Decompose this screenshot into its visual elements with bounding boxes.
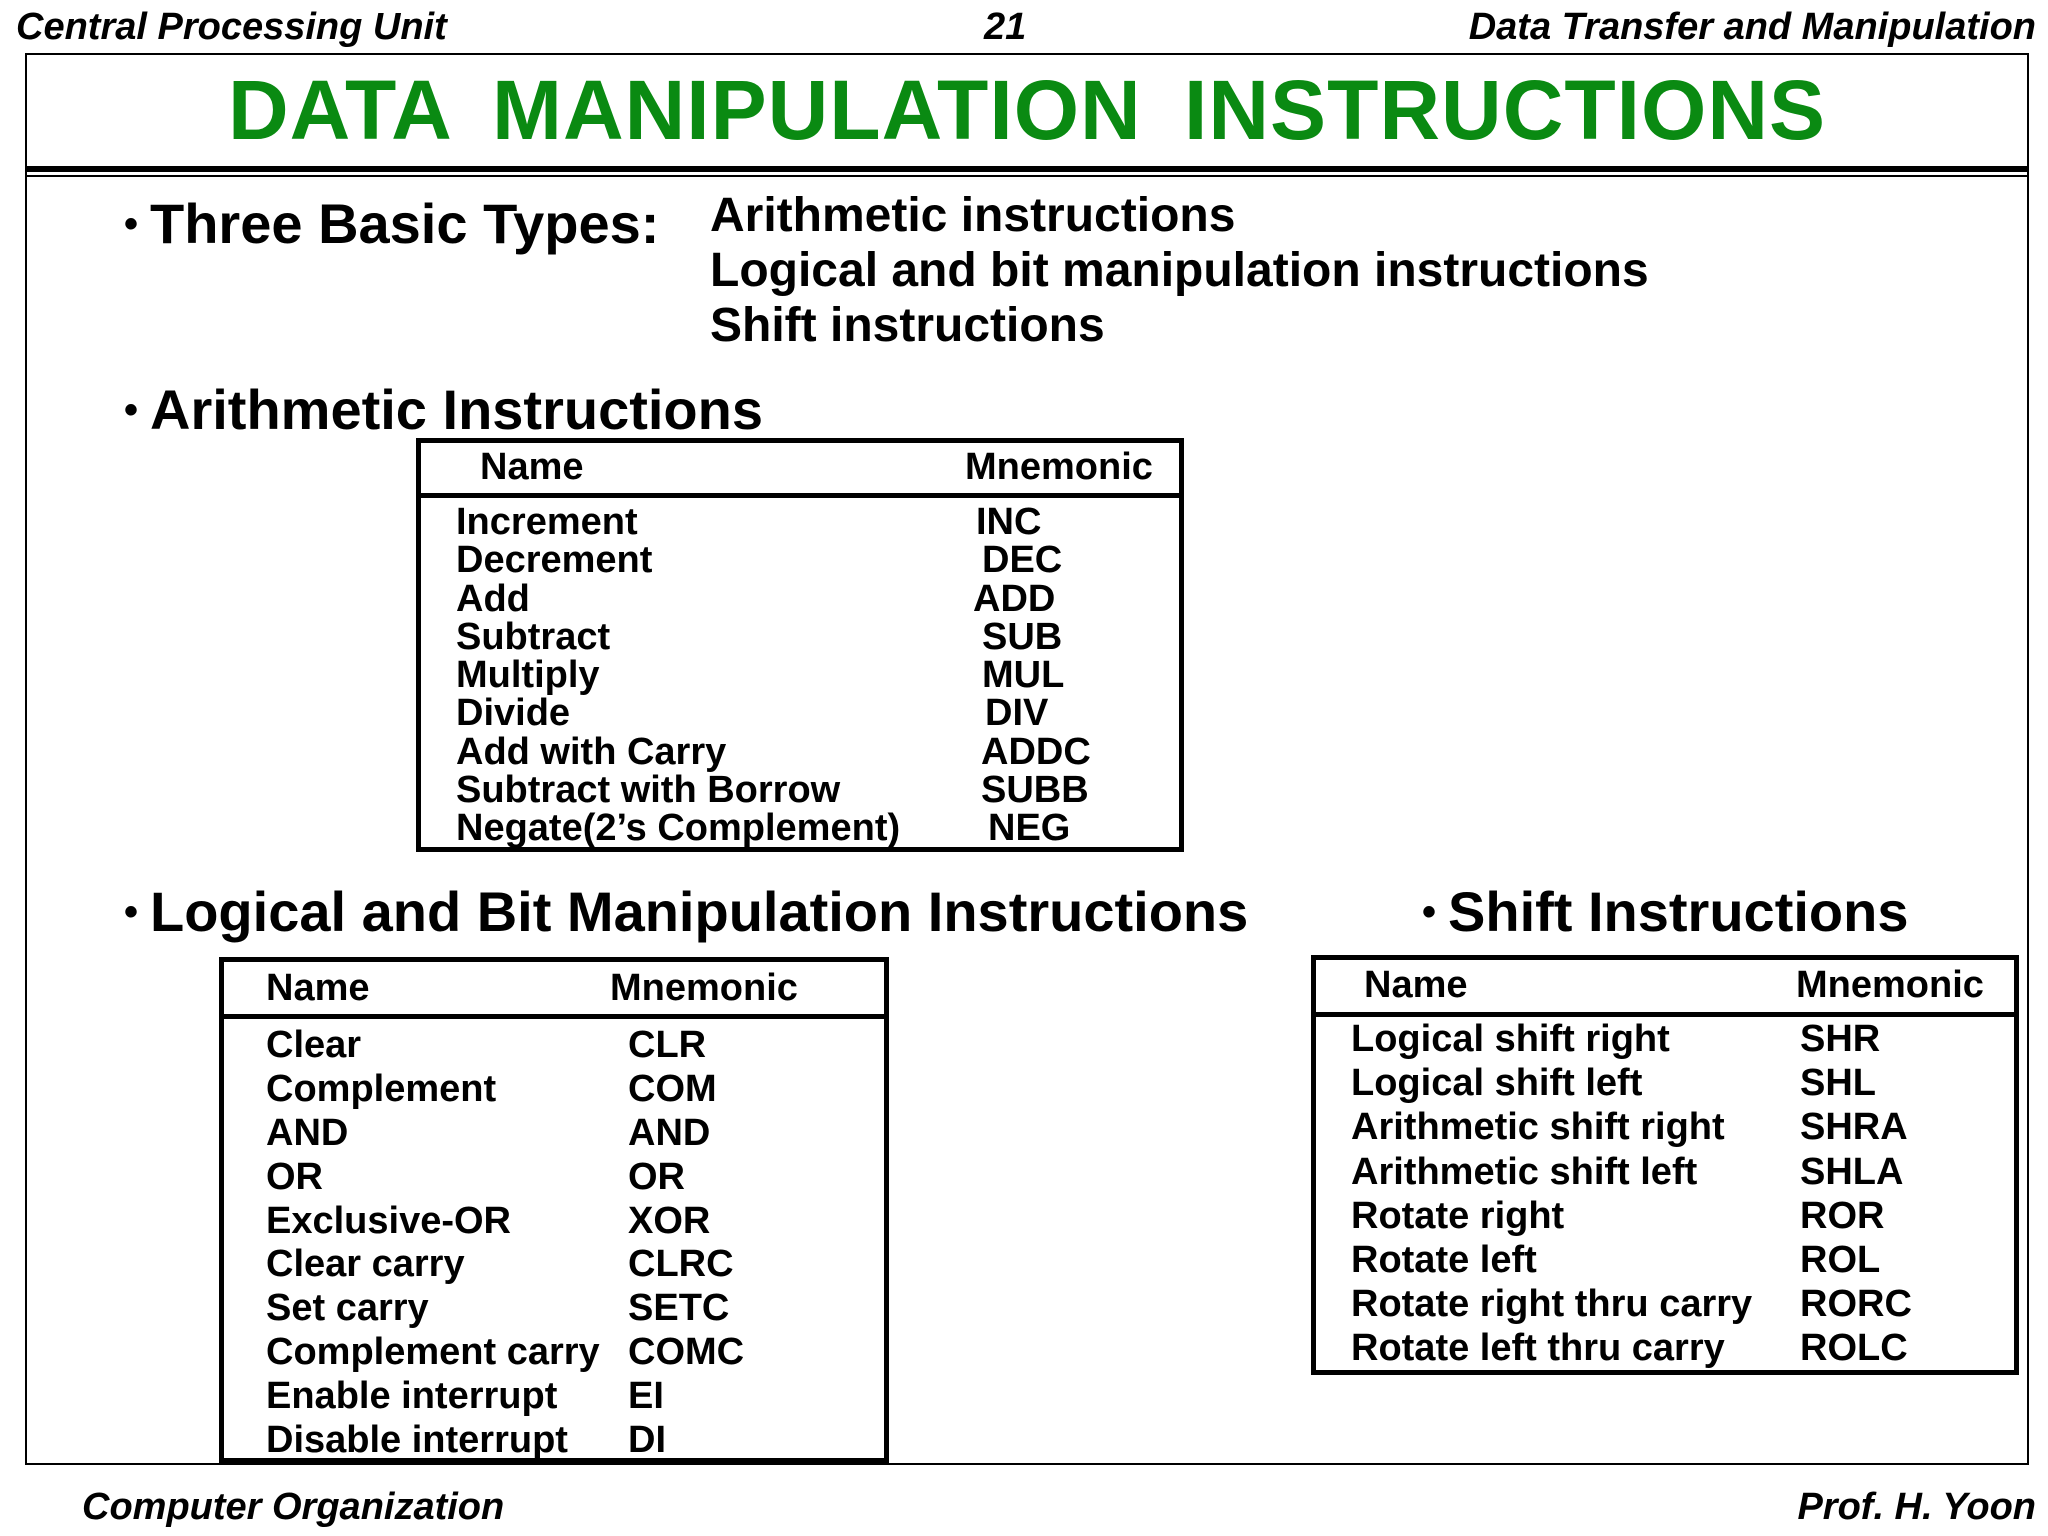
row-mnemonic: SETC: [628, 1287, 730, 1330]
row-name: Rotate left thru carry: [1351, 1327, 1725, 1370]
table-row: [224, 1243, 884, 1287]
row-name: Arithmetic shift left: [1351, 1150, 1698, 1193]
table-row: [1316, 1062, 2014, 1106]
logical-table: [219, 957, 889, 1463]
logical-col-mnemonic: Mnemonic: [610, 967, 798, 1009]
bullet-icon: •: [124, 202, 139, 246]
shift-heading: Shift Instructions: [1448, 880, 1909, 943]
header-page-number: 21: [984, 6, 1027, 48]
table-row: [421, 769, 1179, 812]
table-row: [1316, 1195, 2014, 1239]
row-name: Logical shift right: [1351, 1018, 1670, 1060]
row-name: Add: [456, 577, 530, 620]
table-row: [224, 1419, 884, 1463]
row-name: Subtract with Borrow: [456, 769, 841, 812]
table-row: [1316, 1239, 2014, 1283]
table-row: [224, 1112, 884, 1156]
row-mnemonic: XOR: [628, 1199, 711, 1242]
row-name: Negate(2’s Complement): [456, 807, 901, 850]
row-mnemonic: SHL: [1800, 1062, 1876, 1105]
row-mnemonic: OR: [628, 1155, 685, 1198]
table-row: [421, 692, 1179, 735]
bullet-icon: •: [124, 388, 139, 432]
arithmetic-table-body: [421, 501, 1179, 850]
row-name: Rotate right thru carry: [1351, 1283, 1753, 1326]
row-name: Rotate left: [1351, 1238, 1537, 1281]
shift-table: [1311, 955, 2019, 1375]
basic-types-label: Three Basic Types:: [150, 192, 660, 255]
table-row: [1316, 1327, 2014, 1371]
row-mnemonic: DIV: [985, 692, 1049, 735]
table-row: [224, 1331, 884, 1375]
row-mnemonic: ROR: [1800, 1194, 1885, 1237]
logical-heading: Logical and Bit Manipulation Instructions: [150, 880, 1249, 943]
footer-author: Prof. H. Yoon: [1797, 1486, 2036, 1528]
bullet-shift: [1422, 880, 1908, 944]
table-row: [1316, 1151, 2014, 1195]
row-name: Multiply: [456, 654, 600, 697]
row-mnemonic: ROLC: [1800, 1327, 1908, 1370]
table-row: [421, 615, 1179, 658]
table-row: [421, 654, 1179, 697]
arithmetic-col-mnemonic: Mnemonic: [965, 446, 1153, 488]
table-row: [224, 1024, 884, 1068]
table-row: [421, 807, 1179, 850]
table-row: [421, 730, 1179, 773]
bullet-logical: [124, 880, 1248, 944]
shift-table-body: [1316, 1018, 2014, 1372]
row-name: AND: [266, 1111, 349, 1154]
row-name: Complement: [266, 1067, 497, 1110]
title-divider-thin: [25, 175, 2029, 177]
table-row: [421, 577, 1179, 620]
row-name: Enable interrupt: [266, 1375, 558, 1418]
row-name: Divide: [456, 692, 571, 735]
arithmetic-table: [416, 438, 1184, 852]
header-section-title: Data Transfer and Manipulation: [1468, 6, 2036, 48]
row-name: Increment: [456, 501, 638, 543]
row-name: Complement carry: [266, 1331, 600, 1374]
shift-table-header: [1316, 960, 2014, 1017]
bullet-arithmetic: [124, 378, 763, 442]
row-name: Clear carry: [266, 1243, 465, 1286]
row-name: OR: [266, 1155, 323, 1198]
row-mnemonic: AND: [628, 1111, 711, 1154]
arithmetic-col-name: Name: [480, 446, 584, 488]
bullet-icon: •: [124, 890, 139, 934]
bullet-basic-types: [124, 192, 659, 256]
row-mnemonic: ADD: [973, 577, 1056, 620]
basic-type-item: Logical and bit manipulation instructions: [710, 244, 1649, 297]
row-mnemonic: CLR: [628, 1024, 707, 1066]
row-name: Clear: [266, 1024, 362, 1066]
row-mnemonic: NEG: [988, 807, 1071, 850]
row-mnemonic: SUB: [982, 615, 1063, 658]
table-row: [224, 1287, 884, 1331]
arithmetic-table-header: [421, 443, 1179, 498]
basic-types-list: [710, 188, 1649, 353]
slide-title: DATA MANIPULATION INSTRUCTIONS: [227, 63, 1827, 157]
bullet-icon: •: [1422, 890, 1437, 934]
table-row: [224, 1200, 884, 1244]
row-name: Exclusive-OR: [266, 1199, 511, 1242]
row-name: Decrement: [456, 539, 653, 582]
logical-table-header: [224, 962, 884, 1019]
row-mnemonic: ROL: [1800, 1238, 1881, 1281]
row-mnemonic: COMC: [628, 1331, 745, 1374]
row-mnemonic: CLRC: [628, 1243, 734, 1286]
row-mnemonic: MUL: [982, 654, 1065, 697]
table-row: [1316, 1018, 2014, 1062]
row-name: Add with Carry: [456, 730, 727, 773]
row-mnemonic: COM: [628, 1067, 717, 1110]
row-name: Set carry: [266, 1287, 429, 1330]
row-mnemonic: EI: [628, 1375, 664, 1418]
footer-course: Computer Organization: [82, 1486, 505, 1528]
header-course-title: Central Processing Unit: [16, 6, 447, 48]
row-name: Rotate right: [1351, 1194, 1565, 1237]
basic-type-item: Arithmetic instructions: [710, 189, 1236, 242]
table-row: [1316, 1106, 2014, 1150]
row-mnemonic: SHLA: [1800, 1150, 1904, 1193]
title-divider: [25, 166, 2029, 172]
row-mnemonic: ADDC: [981, 730, 1091, 773]
row-name: Arithmetic shift right: [1351, 1106, 1725, 1149]
table-row: [224, 1375, 884, 1419]
row-mnemonic: SUBB: [981, 769, 1089, 812]
table-row: [224, 1156, 884, 1200]
logical-table-body: [224, 1024, 884, 1463]
basic-type-item: Shift instructions: [710, 299, 1105, 352]
row-name: Disable interrupt: [266, 1419, 568, 1462]
row-mnemonic: DEC: [982, 539, 1063, 582]
shift-col-name: Name: [1364, 964, 1468, 1006]
arithmetic-heading: Arithmetic Instructions: [150, 378, 763, 441]
table-row: [421, 539, 1179, 582]
table-row: [421, 501, 1179, 543]
shift-col-mnemonic: Mnemonic: [1796, 964, 1984, 1006]
row-mnemonic: SHR: [1800, 1018, 1881, 1060]
row-name: Logical shift left: [1351, 1062, 1643, 1105]
logical-col-name: Name: [266, 967, 370, 1009]
row-mnemonic: RORC: [1800, 1283, 1912, 1326]
table-row: [224, 1068, 884, 1112]
table-row: [1316, 1283, 2014, 1327]
row-mnemonic: INC: [976, 501, 1042, 543]
row-name: Subtract: [456, 615, 611, 658]
row-mnemonic: SHRA: [1800, 1106, 1908, 1149]
row-mnemonic: DI: [628, 1419, 666, 1462]
